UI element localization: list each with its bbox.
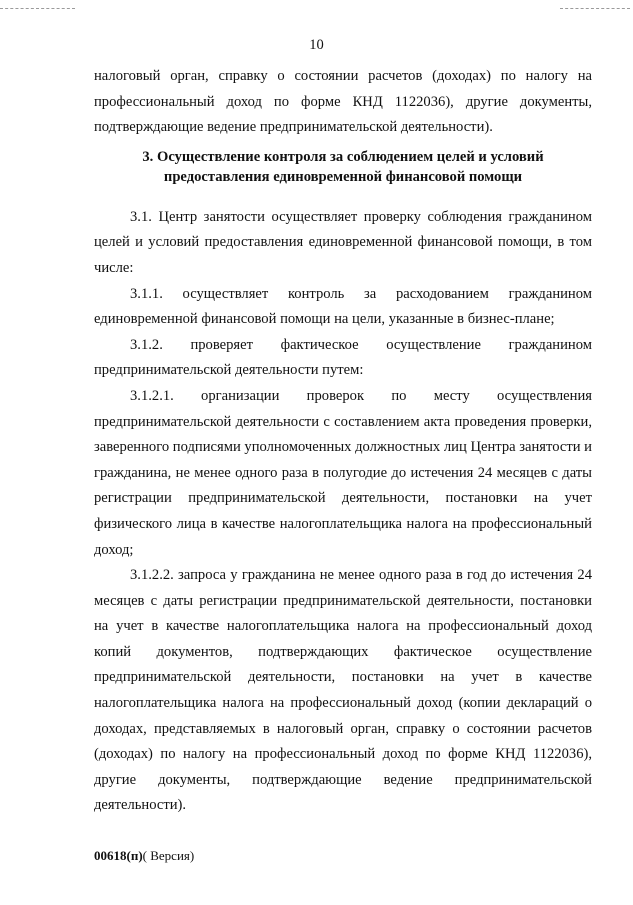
scan-edge-rule-right (560, 8, 630, 9)
document-version: ( Версия) (142, 848, 195, 863)
paragraph-3-1: 3.1. Центр занятости осуществляет проверку соблюдения гражданином целей и условий предоставления единовременной финансовой помощи, в том числе: (94, 208, 592, 276)
paragraph-3-1-1: 3.1.1. осуществляет контроль за расходованием гражданином единовременной финансовой помощи на цели, указанные в бизнес-плане; (94, 285, 592, 328)
paragraph-3-1-2: 3.1.2. проверяет фактическое осуществление гражданином предпринимательской деятельности путем: (94, 336, 592, 379)
document-body (94, 64, 592, 819)
scan-edge-rule-left (0, 8, 75, 9)
paragraph-continuation: налоговый орган, справку о состоянии расчетов (доходах) по налогу на профессиональный доход по форме КНД 1122036), другие документы, подтверждающие ведение предпринимательской деятельности). (94, 68, 592, 136)
page-number: 10 (309, 37, 324, 53)
paragraph-3-1-2-2: 3.1.2.2. запроса у гражданина не менее одного раза в год до истечения 24 месяцев с даты регистрации предпринимательской деятельности, постановки на учет в качестве налогоплательщика налога на профессиональный доход копий документов, подтверждающих фактическое осуществление предпринимательской деятельности, постановки на учет в качестве налогоплательщика налога на профессиональный доход (копии деклараций о доходах, представляемых в налоговый орган, справку о состоянии расчетов (доходах) по налогу на профессиональный доход по форме КНД 1122036), другие документы, подтверждающие ведение предпринимательской деятельности). (94, 567, 592, 814)
paragraph-3-1-2-1: 3.1.2.1. организации проверок по месту осуществления предпринимательской деятельности с составлением акта проведения проверки, заверенного подписями уполномоченных должностных лиц Центра занятости и гражданина, не менее одного раза в полугодие до истечения 24 месяцев с даты регистрации предпринимательской деятельности, постановки на учет физического лица в качестве налогоплательщика налога на профессиональный доход; (94, 387, 592, 558)
document-footer (94, 848, 194, 864)
document-code: 00618(п) (94, 848, 143, 863)
section-heading: 3. Осуществление контроля за соблюдением целей и условий предоставления единовременной финансовой помощи (142, 148, 544, 185)
